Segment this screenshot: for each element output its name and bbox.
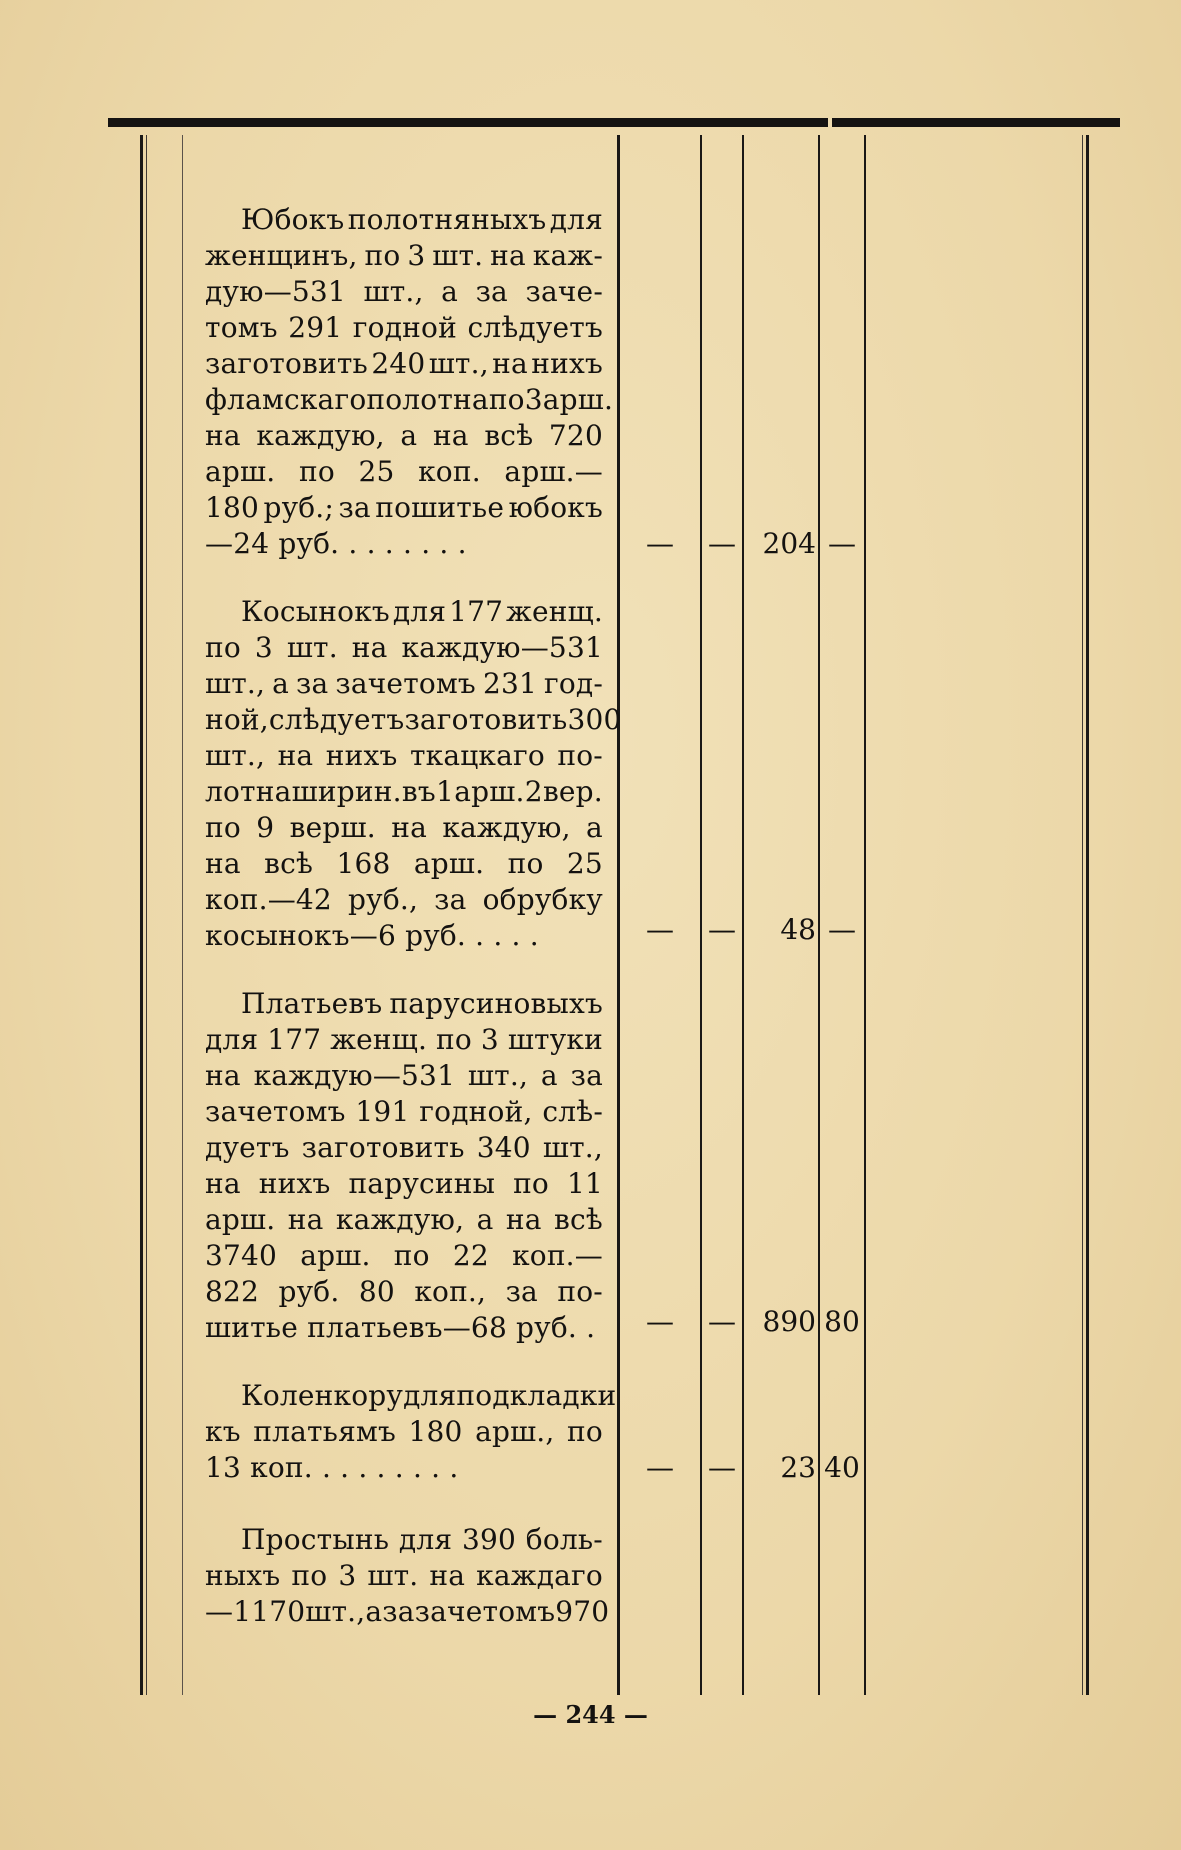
entry-calico-rubles: 23 [780,1451,816,1484]
entry-line: 822 руб. 80 коп., за по- [205,1275,603,1308]
column-rule-right-inner [1082,135,1083,1695]
entry-skirts-rubles: 204 [762,527,816,560]
entry-skirts-col1: — [646,527,674,560]
entry-line: дую—531 шт., а за заче- [205,275,603,308]
entry-line: 3740 арш. по 22 коп.— [205,1239,603,1272]
entry-line: —24 руб. . . . . . . . [205,527,467,560]
entry-skirts-kopecks: — [828,527,856,560]
entry-dresses-col1: — [646,1305,674,1338]
entry-line: женщинъ, по 3 шт. на каж- [205,239,603,272]
entry-dresses-col2: — [708,1305,736,1338]
entry-line: на каждую, а на всѣ 720 [205,419,603,452]
entry-line: ной, слѣдуетъ заготовить 300 [205,703,622,736]
entry-kerchiefs-rubles: 48 [780,913,816,946]
entry-line: томъ 291 годной слѣдуетъ [205,311,603,344]
column-rule-kop [864,135,866,1695]
entry-line: на каждую—531 шт., а за [205,1059,603,1092]
entry-line: шт., на нихъ ткацкаго по- [205,739,603,772]
entry-line: лотна ширин. въ 1 арш. 2 вер. [205,775,603,808]
top-rule [108,118,1120,127]
entry-line: Платьевъ парусиновыхъ [241,987,603,1020]
entry-line: по 9 верш. на каждую, а [205,811,603,844]
entry-skirts [205,202,614,562]
entry-line: коп.—42 руб., за обрубку [205,883,603,916]
entry-skirts-col2: — [708,527,736,560]
entry-line: —1170 шт., а за зачетомъ 970 [205,1595,610,1628]
entry-kerchiefs-col1: — [646,913,674,946]
entry-line: шт., а за зачетомъ 231 год- [205,667,603,700]
entry-line: на нихъ парусины по 11 [205,1167,603,1200]
entry-calico-col1: — [646,1451,674,1484]
entry-line: 13 коп. . . . . . . . . [205,1451,459,1484]
entry-line: 180 руб.; за пошитье юбокъ [205,491,603,524]
entry-line: Юбокъ полотняныхъ для [241,203,603,236]
entry-calico [205,1378,617,1486]
entry-line: на всѣ 168 арш. по 25 [205,847,603,880]
entry-line: для 177 женщ. по 3 штуки [205,1023,603,1056]
column-rule-right-outer [1086,135,1089,1695]
column-rule-col2 [742,135,744,1695]
entry-line: арш. на каждую, а на всѣ [205,1203,603,1236]
entry-calico-kopecks: 40 [824,1451,860,1484]
entry-kerchiefs-col2: — [708,913,736,946]
entry-line: Простынь для 390 боль- [241,1523,603,1556]
entry-calico-col2: — [708,1451,736,1484]
column-rule-col1 [700,135,702,1695]
column-rule-left-inner [146,135,147,1695]
entry-sheets [205,1522,610,1630]
entry-line: Коленкору для подкладки [241,1379,617,1412]
entry-kerchiefs [205,594,622,954]
entry-line: дуетъ заготовить 340 шт., [205,1131,603,1164]
entry-dresses [205,986,603,1346]
column-rule-text [182,135,183,1695]
entry-line: зачетомъ 191 годной, слѣ- [205,1095,603,1128]
page-number: — 244 — [533,1700,648,1729]
entry-line: Косынокъ для 177 женщ. [241,595,603,628]
entry-line: шитье платьевъ—68 руб. . [205,1311,596,1344]
entry-line: ныхъ по 3 шт. на каждаго [205,1559,603,1592]
column-rule-rub [818,135,820,1695]
entry-dresses-kopecks: 80 [824,1305,860,1338]
column-rule-left-outer [140,135,143,1695]
entry-line: фламскаго полотна по 3 арш. [205,383,614,416]
entry-line: косынокъ—6 руб. . . . . [205,919,539,952]
entry-line: заготовить 240 шт., на нихъ [205,347,603,380]
entry-kerchiefs-kopecks: — [828,913,856,946]
entry-line: арш. по 25 коп. арш.— [205,455,603,488]
entry-line: по 3 шт. на каждую—531 [205,631,603,664]
entry-dresses-rubles: 890 [762,1305,816,1338]
column-rule-text-right [617,135,620,1695]
entry-line: къ платьямъ 180 арш., по [205,1415,603,1448]
